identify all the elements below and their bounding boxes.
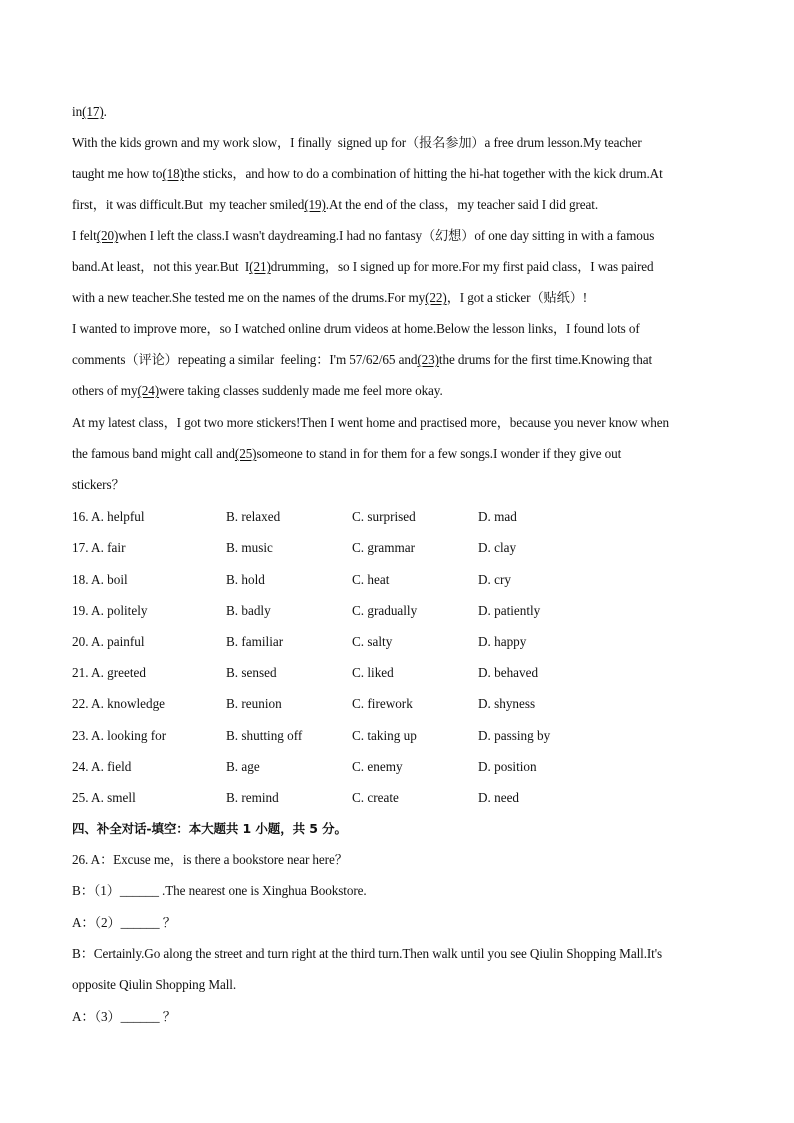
option-a: 25. A. smell <box>72 790 136 805</box>
passage-text: first，it was difficult.But my teacher smiled <box>72 197 305 212</box>
passage-line <box>72 289 587 307</box>
blank-20: (20) <box>96 228 119 243</box>
blank-25: (25) <box>234 446 257 461</box>
option-d: D. mad <box>478 509 517 524</box>
passage-text: the drums for the first time.Knowing that <box>438 352 653 367</box>
dialogue-line: opposite Qiulin Shopping Mall. <box>72 977 237 992</box>
option-b: B. hold <box>226 572 265 587</box>
passage-text: in <box>72 104 83 119</box>
passage-text: others of my <box>72 383 138 398</box>
option-c: C. liked <box>352 665 394 680</box>
passage-text: I felt <box>72 228 97 243</box>
passage-text: with a new teacher.She tested me on the names of the drums.For my <box>72 290 426 305</box>
question-row <box>0 633 794 651</box>
passage-text: I wanted to improve more，so I watched online drum videos at home.Below the lesson links，I found lots of <box>72 321 640 336</box>
passage-text: when I left the class.I wasn't daydreaming.I had no fantasy（幻想）of one day sitting in with a famous <box>118 228 655 243</box>
question-row <box>0 508 794 526</box>
question-row <box>0 602 794 620</box>
passage-text: band.At least，not this year.But I <box>72 259 250 274</box>
question-row <box>0 789 794 807</box>
passage-line <box>72 227 654 245</box>
passage-text: At my latest class，I got two more stickers!Then I went home and practised more，because you never know when <box>72 415 669 430</box>
option-b: B. relaxed <box>226 509 281 524</box>
option-d: D. cry <box>478 572 511 587</box>
question-row <box>0 539 794 557</box>
dialogue-line: A：（2）______ ？ <box>72 915 176 930</box>
passage-line <box>72 414 669 432</box>
option-d: D. passing by <box>478 728 551 743</box>
question-row <box>0 571 794 589</box>
blank-18: (18) <box>162 166 184 181</box>
passage-text: stickers？ <box>72 477 125 492</box>
dialogue-line: A：（3）______ ？ <box>72 1009 176 1024</box>
option-d: D. shyness <box>478 696 536 711</box>
option-a: 16. A. helpful <box>72 509 145 524</box>
dialogue-line: 26. A：Excuse me，is there a bookstore near here？ <box>72 852 348 867</box>
question-row <box>0 695 794 713</box>
option-b: B. remind <box>226 790 279 805</box>
question-row <box>0 727 794 745</box>
option-b: B. age <box>226 759 260 774</box>
option-c: C. grammar <box>352 540 415 555</box>
option-c: C. firework <box>352 696 413 711</box>
option-d: D. patiently <box>478 603 541 618</box>
passage-text: were taking classes suddenly made me feel more okay. <box>159 383 443 398</box>
option-d: D. clay <box>478 540 517 555</box>
option-d: D. position <box>478 759 537 774</box>
passage-text: the famous band might call and <box>72 446 235 461</box>
passage-text: comments（评论）repeating a similar feeling：I'm 57/62/65 and <box>72 352 418 367</box>
blank-23: (23) <box>417 352 439 367</box>
option-a: 21. A. greeted <box>72 665 146 680</box>
passage-text: taught me how to <box>72 166 163 181</box>
option-b: B. familiar <box>226 634 284 649</box>
passage-line <box>72 258 654 276</box>
passage-text: . <box>103 104 107 119</box>
option-c: C. gradually <box>352 603 418 618</box>
option-d: D. behaved <box>478 665 539 680</box>
question-row <box>0 758 794 776</box>
passage-line <box>72 165 663 183</box>
passage-line <box>72 134 642 152</box>
option-a: 23. A. looking for <box>72 728 167 743</box>
blank-19: (19) <box>304 197 326 212</box>
option-b: B. reunion <box>226 696 282 711</box>
option-c: C. salty <box>352 634 393 649</box>
option-a: 22. A. knowledge <box>72 696 166 711</box>
option-c: C. surprised <box>352 509 416 524</box>
blank-21: (21) <box>249 259 271 274</box>
passage-text: the sticks，and how to do a combination of hitting the hi-hat together with the kick drum.At <box>183 166 663 181</box>
dialogue-line: B：（1）______ .The nearest one is Xinghua Bookstore. <box>72 883 367 898</box>
dialogue-line: B：Certainly.Go along the street and turn right at the third turn.Then walk until you see Qiulin Shopping Mall.It's <box>72 946 663 961</box>
option-c: C. heat <box>352 572 390 587</box>
option-b: B. shutting off <box>226 728 303 743</box>
passage-line <box>72 196 598 214</box>
option-a: 24. A. field <box>72 759 132 774</box>
passage-line <box>72 476 125 494</box>
question-row <box>0 664 794 682</box>
option-b: B. music <box>226 540 273 555</box>
blank-24: (24) <box>137 383 160 398</box>
option-a: 18. A. boil <box>72 572 128 587</box>
passage-line <box>72 103 107 121</box>
blank-17: (17) <box>82 104 104 119</box>
passage-line <box>72 351 652 369</box>
section-heading: 四、补全对话-填空：本大题共 1 小题，共 5 分。 <box>72 821 347 836</box>
option-c: C. taking up <box>352 728 417 743</box>
passage-text: ，I got a sticker（贴纸）! <box>446 290 588 305</box>
passage-text: With the kids grown and my work slow，I finally signed up for（报名参加）a free drum lesson.My teacher <box>72 135 642 150</box>
passage-line <box>72 382 443 400</box>
passage-text: drumming，so I signed up for more.For my first paid class，I was paired <box>270 259 654 274</box>
option-b: B. sensed <box>226 665 277 680</box>
passage-line <box>72 320 640 338</box>
passage-text: .At the end of the class，my teacher said I did great. <box>325 197 599 212</box>
blank-22: (22) <box>425 290 447 305</box>
option-b: B. badly <box>226 603 271 618</box>
option-a: 17. A. fair <box>72 540 126 555</box>
option-d: D. need <box>478 790 520 805</box>
option-c: C. create <box>352 790 399 805</box>
option-a: 20. A. painful <box>72 634 145 649</box>
option-a: 19. A. politely <box>72 603 148 618</box>
passage-line <box>72 445 621 463</box>
passage-text: someone to stand in for them for a few songs.I wonder if they give out <box>256 446 622 461</box>
option-d: D. happy <box>478 634 527 649</box>
option-c: C. enemy <box>352 759 403 774</box>
